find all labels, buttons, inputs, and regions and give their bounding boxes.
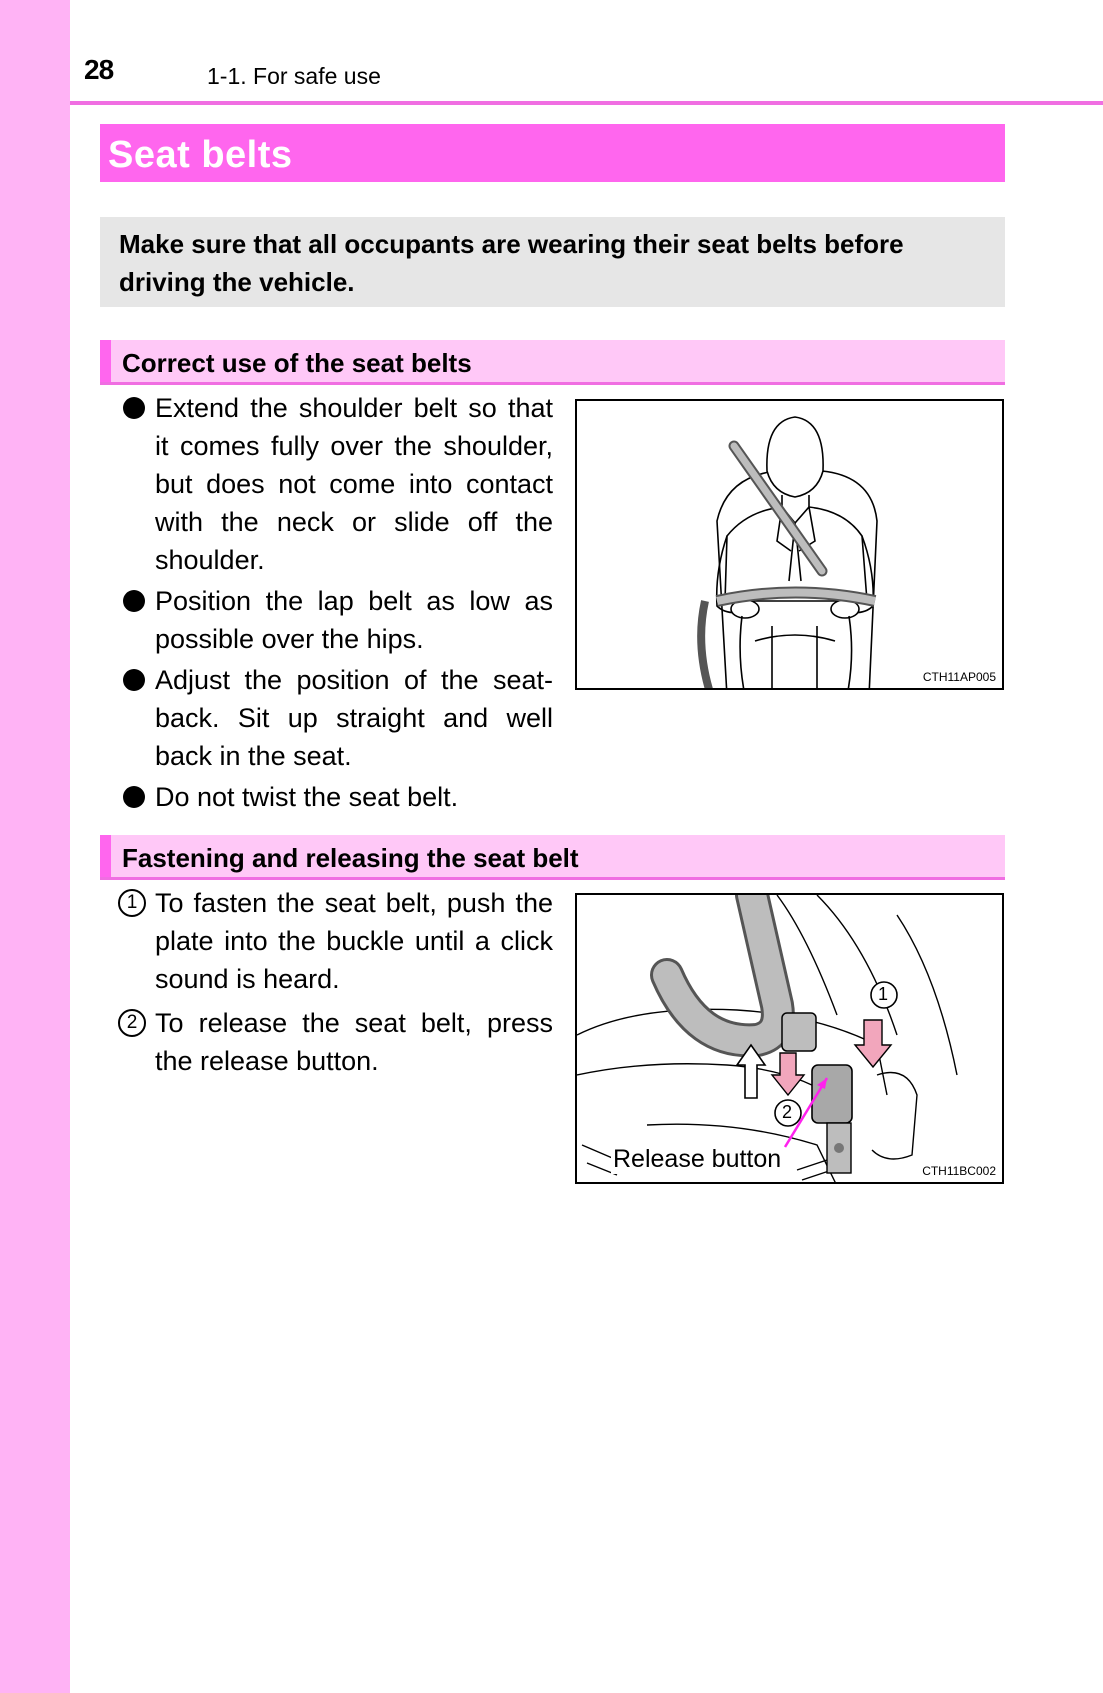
title-bar xyxy=(100,124,1005,182)
figure-code: CTH11BC002 xyxy=(922,1164,996,1178)
bullet-icon xyxy=(123,786,145,808)
buckle-drawing xyxy=(577,895,1004,1184)
page-title: Seat belts xyxy=(108,134,293,176)
correct-use-list xyxy=(118,389,553,819)
subheading-fastening xyxy=(100,835,1005,880)
callout-1: 1 xyxy=(878,984,889,1004)
header-rule xyxy=(70,101,1103,105)
subheading-text: Fastening and releasing the seat belt xyxy=(122,843,579,873)
list-item: Adjust the position of the seat-back. Sit up straight and well back in the seat. xyxy=(118,661,553,775)
intro-text: Make sure that all occupants are wearing their seat belts before driving the vehicle. xyxy=(119,229,904,297)
buckle-illustration xyxy=(575,893,1004,1184)
bullet-icon xyxy=(123,397,145,419)
occupant-drawing xyxy=(577,401,1004,690)
bullet-icon xyxy=(123,669,145,691)
step-marker: 1 xyxy=(118,889,146,917)
page-number: 28 xyxy=(84,54,114,85)
section-reference: 1-1. For safe use xyxy=(207,63,381,89)
subheading-correct-use xyxy=(100,340,1005,385)
list-item: Do not twist the seat belt. xyxy=(118,778,553,816)
step-marker: 2 xyxy=(118,1009,146,1037)
release-button-label: Release button xyxy=(613,1145,782,1173)
list-item: Position the lap belt as low as possible over the hips. xyxy=(118,582,553,658)
subheading-text: Correct use of the seat belts xyxy=(122,348,472,378)
intro-box xyxy=(100,217,1005,307)
list-item: Extend the shoulder belt so that it comes fully over the shoulder, but does not come into contact with the neck or slide off the shoulder. xyxy=(118,389,553,579)
fastening-steps xyxy=(118,884,553,1083)
side-strip xyxy=(0,0,70,1693)
seated-occupant-illustration xyxy=(575,399,1004,690)
list-item: 1 To fasten the seat belt, push the plate into the buckle until a click sound is heard. xyxy=(118,884,553,998)
bullet-icon xyxy=(123,590,145,612)
callout-2: 2 xyxy=(782,1102,793,1122)
figure-code: CTH11AP005 xyxy=(922,670,996,684)
list-item: 2 To release the seat belt, press the release button. xyxy=(118,1004,553,1080)
